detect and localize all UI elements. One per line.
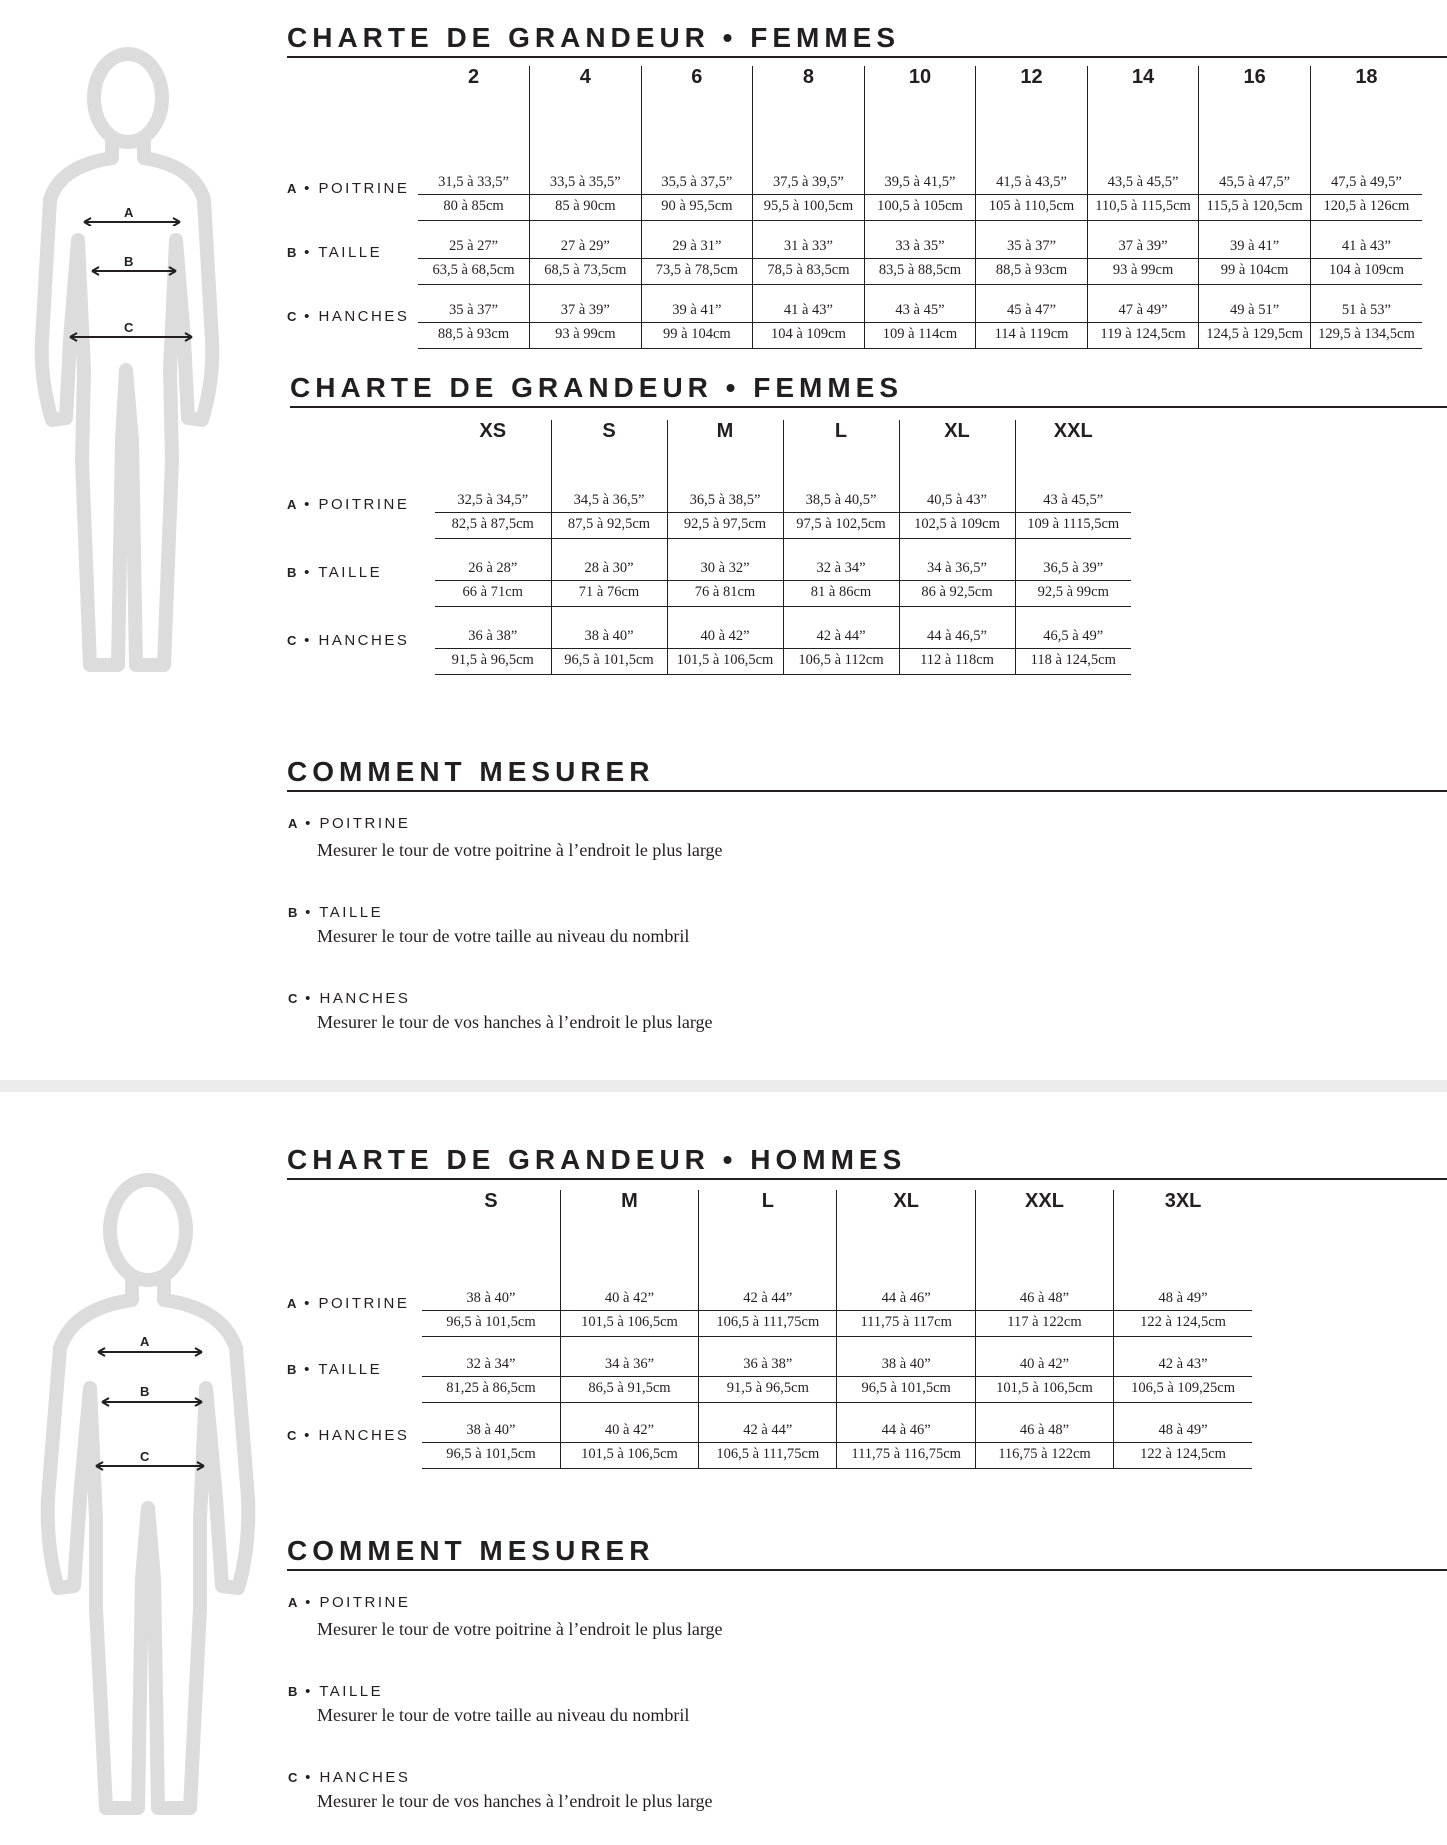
- women-numeric-title-rule: [287, 56, 1447, 58]
- measure-inches: 34,5 à 36,5”: [551, 470, 667, 512]
- size-header: 12: [976, 66, 1088, 156]
- men-body-figure: [30, 1168, 260, 1818]
- row-label-poitrine: [287, 156, 418, 220]
- measure-cm: 129,5 à 134,5cm: [1310, 322, 1422, 348]
- measure-cm: 99 à 104cm: [641, 322, 753, 348]
- how-women-label-b: B • TAILLE: [288, 904, 384, 921]
- how-men-text-c: Mesurer le tour de vos hanches à l’endroit le plus large: [317, 1791, 713, 1811]
- size-header: XL: [899, 420, 1015, 470]
- size-header: L: [783, 420, 899, 470]
- women-figure-arrow-b: [90, 264, 178, 278]
- how-women-text-c: Mesurer le tour de vos hanches à l’endroit le plus large: [317, 1012, 713, 1032]
- how-men-title: COMMENT MESURER: [287, 1535, 655, 1566]
- measure-cm: 124,5 à 129,5cm: [1199, 322, 1311, 348]
- measure-cm: 88,5 à 93cm: [418, 322, 530, 348]
- measure-cm: 122 à 124,5cm: [1114, 1310, 1252, 1336]
- measure-cm: 86 à 92,5cm: [899, 580, 1015, 606]
- measure-cm: 92,5 à 97,5cm: [667, 512, 783, 538]
- size-header: 8: [753, 66, 865, 156]
- measure-cm: 68,5 à 73,5cm: [530, 258, 642, 284]
- measure-cm: 92,5 à 99cm: [1015, 580, 1131, 606]
- measure-cm: 93 à 99cm: [530, 322, 642, 348]
- measure-inches: 45 à 47”: [976, 284, 1088, 322]
- measure-inches: 35 à 37”: [418, 284, 530, 322]
- header-spacer: [287, 1190, 422, 1270]
- measure-inches: 39 à 41”: [641, 284, 753, 322]
- men-figure-label-a: A: [140, 1334, 150, 1349]
- women-numeric-title: CHARTE DE GRANDEUR • FEMMES: [287, 22, 901, 53]
- measure-inches: 36 à 38”: [435, 606, 551, 648]
- women-figure-arrow-a: [82, 212, 182, 226]
- row-separator: •: [304, 1294, 312, 1312]
- measure-inches: 25 à 27”: [418, 220, 530, 258]
- measure-cm: 80 à 85cm: [418, 194, 530, 220]
- measure-inches: 49 à 51”: [1199, 284, 1311, 322]
- measure-inches: 38 à 40”: [551, 606, 667, 648]
- measure-cm: 109 à 114cm: [864, 322, 976, 348]
- size-header: XS: [479, 420, 507, 442]
- measure-cm: 111,75 à 117cm: [837, 1310, 975, 1336]
- row-label-taille: [287, 1336, 422, 1402]
- measure-inches: 38,5 à 40,5”: [783, 470, 899, 512]
- measure-cm: 105 à 110,5cm: [976, 194, 1088, 220]
- row-label-hanches: [287, 1402, 422, 1468]
- row-separator: •: [304, 1360, 312, 1378]
- measure-inches: 37,5 à 39,5”: [753, 156, 865, 194]
- measure-inches: 45,5 à 47,5”: [1199, 156, 1311, 194]
- measure-inches: 40,5 à 43”: [899, 470, 1015, 512]
- row-letter: A: [287, 496, 298, 512]
- how-women-text-a: Mesurer le tour de votre poitrine à l’endroit le plus large: [317, 840, 723, 860]
- row-label-poitrine: [287, 1270, 422, 1336]
- measure-cm: 104 à 109cm: [1310, 258, 1422, 284]
- size-header: XXL: [1015, 420, 1131, 470]
- measure-cm: 83,5 à 88,5cm: [864, 258, 976, 284]
- women-body-figure: [20, 40, 220, 680]
- measure-cm: 110,5 à 115,5cm: [1087, 194, 1199, 220]
- measure-inches: 43 à 45”: [864, 284, 976, 322]
- row-label-taille: [287, 220, 418, 284]
- measure-inches: 46 à 48”: [975, 1402, 1113, 1442]
- measure-cm: 63,5 à 68,5cm: [418, 258, 530, 284]
- row-letter: B: [287, 564, 298, 580]
- measure-inches: 41 à 43”: [1310, 220, 1422, 258]
- measure-inches: 38 à 40”: [422, 1402, 560, 1442]
- measure-inches: 51 à 53”: [1310, 284, 1422, 322]
- measure-cm: 114 à 119cm: [976, 322, 1088, 348]
- measure-inches: 47,5 à 49,5”: [1310, 156, 1422, 194]
- row-label-poitrine: [287, 470, 435, 538]
- measure-inches: 32,5 à 34,5”: [435, 470, 551, 512]
- measure-cm: 85 à 90cm: [530, 194, 642, 220]
- row-name: TAILLE: [318, 1360, 383, 1378]
- row-separator: •: [304, 307, 312, 325]
- header-spacer: [287, 66, 418, 156]
- women-letter-title: CHARTE DE GRANDEUR • FEMMES: [290, 372, 904, 403]
- women-numeric-size-table: [287, 66, 1422, 349]
- size-header: 14: [1087, 66, 1199, 156]
- measure-inches: 35 à 37”: [976, 220, 1088, 258]
- measure-inches: 44 à 46”: [837, 1270, 975, 1310]
- measure-cm: 91,5 à 96,5cm: [435, 648, 551, 674]
- size-header: XXL: [975, 1190, 1113, 1270]
- row-letter: C: [287, 308, 298, 324]
- size-header: M: [667, 420, 783, 470]
- measure-inches: 44 à 46”: [837, 1402, 975, 1442]
- how-men-label-b: B • TAILLE: [288, 1683, 384, 1700]
- row-name: POITRINE: [318, 1294, 410, 1312]
- row-letter: C: [287, 1427, 298, 1443]
- men-title-rule: [287, 1178, 1447, 1180]
- row-letter: A: [287, 1295, 298, 1311]
- measure-cm: 122 à 124,5cm: [1114, 1442, 1252, 1468]
- measure-inches: 42 à 44”: [699, 1402, 837, 1442]
- how-women-text-b: Mesurer le tour de votre taille au niveau du nombril: [317, 926, 690, 946]
- how-women-label-a: A • POITRINE: [288, 815, 411, 832]
- men-figure-arrow-a: [96, 1345, 204, 1359]
- measure-cm: 106,5 à 109,25cm: [1114, 1376, 1252, 1402]
- size-header: XL: [837, 1190, 975, 1270]
- measure-cm: 95,5 à 100,5cm: [753, 194, 865, 220]
- measure-cm: 88,5 à 93cm: [976, 258, 1088, 284]
- measure-cm: 115,5 à 120,5cm: [1199, 194, 1311, 220]
- measure-inches: 33 à 35”: [864, 220, 976, 258]
- measure-inches: 42 à 43”: [1114, 1336, 1252, 1376]
- measure-inches: 28 à 30”: [551, 538, 667, 580]
- measure-inches: 42 à 44”: [783, 606, 899, 648]
- measure-cm: 86,5 à 91,5cm: [560, 1376, 698, 1402]
- size-header: 3XL: [1114, 1190, 1252, 1270]
- measure-cm: 87,5 à 92,5cm: [551, 512, 667, 538]
- measure-inches: 44 à 46,5”: [899, 606, 1015, 648]
- measure-inches: 43,5 à 45,5”: [1087, 156, 1199, 194]
- women-figure-label-c: C: [124, 320, 134, 335]
- size-header: 16: [1199, 66, 1311, 156]
- measure-cm: 106,5 à 111,75cm: [699, 1310, 837, 1336]
- measure-cm: 117 à 122cm: [975, 1310, 1113, 1336]
- men-figure-arrow-c: [94, 1459, 206, 1473]
- women-figure-label-b: B: [124, 254, 134, 269]
- measure-inches: 33,5 à 35,5”: [530, 156, 642, 194]
- how-men-label-c: C • HANCHES: [288, 1769, 411, 1786]
- measure-inches: 37 à 39”: [530, 284, 642, 322]
- measure-inches: 41 à 43”: [753, 284, 865, 322]
- measure-inches: 40 à 42”: [975, 1336, 1113, 1376]
- row-separator: •: [304, 631, 312, 649]
- row-letter: C: [287, 632, 298, 648]
- measure-inches: 31,5 à 33,5”: [418, 156, 530, 194]
- measure-cm: 101,5 à 106,5cm: [975, 1376, 1113, 1402]
- measure-cm: 91,5 à 96,5cm: [699, 1376, 837, 1402]
- measure-cm: 100,5 à 105cm: [864, 194, 976, 220]
- measure-inches: 48 à 49”: [1114, 1402, 1252, 1442]
- row-separator: •: [304, 243, 312, 261]
- measure-inches: 29 à 31”: [641, 220, 753, 258]
- row-name: HANCHES: [318, 631, 410, 649]
- how-men-text-b: Mesurer le tour de votre taille au niveau du nombril: [317, 1705, 690, 1725]
- measure-cm: 73,5 à 78,5cm: [641, 258, 753, 284]
- measure-inches: 34 à 36,5”: [899, 538, 1015, 580]
- row-letter: A: [287, 180, 298, 196]
- size-header: 18: [1310, 66, 1422, 156]
- measure-cm: 118 à 124,5cm: [1015, 648, 1131, 674]
- row-name: TAILLE: [318, 243, 383, 261]
- row-label-hanches: [287, 284, 418, 348]
- measure-inches: 39,5 à 41,5”: [864, 156, 976, 194]
- measure-inches: 46 à 48”: [975, 1270, 1113, 1310]
- how-men-text-a: Mesurer le tour de votre poitrine à l’endroit le plus large: [317, 1619, 723, 1639]
- measure-cm: 71 à 76cm: [551, 580, 667, 606]
- measure-cm: 93 à 99cm: [1087, 258, 1199, 284]
- measure-inches: 40 à 42”: [667, 606, 783, 648]
- measure-inches: 35,5 à 37,5”: [641, 156, 753, 194]
- measure-inches: 47 à 49”: [1087, 284, 1199, 322]
- row-letter: B: [287, 1361, 298, 1377]
- measure-cm: 119 à 124,5cm: [1087, 322, 1199, 348]
- measure-inches: 36,5 à 38,5”: [667, 470, 783, 512]
- measure-inches: 27 à 29”: [530, 220, 642, 258]
- size-header: 10: [864, 66, 976, 156]
- measure-cm: 90 à 95,5cm: [641, 194, 753, 220]
- measure-inches: 46,5 à 49”: [1015, 606, 1131, 648]
- measure-cm: 76 à 81cm: [667, 580, 783, 606]
- measure-cm: 104 à 109cm: [753, 322, 865, 348]
- measure-cm: 96,5 à 101,5cm: [422, 1310, 560, 1336]
- header-spacer: [287, 420, 435, 470]
- measure-inches: 34 à 36”: [560, 1336, 698, 1376]
- row-separator: •: [304, 179, 312, 197]
- measure-inches: 32 à 34”: [783, 538, 899, 580]
- measure-inches: 43 à 45,5”: [1015, 470, 1131, 512]
- measure-cm: 101,5 à 106,5cm: [667, 648, 783, 674]
- size-header: L: [699, 1190, 837, 1270]
- row-name: POITRINE: [318, 495, 410, 513]
- size-header: M: [560, 1190, 698, 1270]
- women-letter-size-table: [287, 420, 1131, 675]
- measure-cm: 78,5 à 83,5cm: [753, 258, 865, 284]
- row-separator: •: [304, 1426, 312, 1444]
- men-title: CHARTE DE GRANDEUR • HOMMES: [287, 1144, 907, 1175]
- row-name: HANCHES: [318, 307, 410, 325]
- measure-inches: 37 à 39”: [1087, 220, 1199, 258]
- measure-inches: 36,5 à 39”: [1015, 538, 1131, 580]
- men-figure-label-b: B: [140, 1384, 150, 1399]
- men-figure-label-c: C: [140, 1449, 150, 1464]
- how-women-label-c: C • HANCHES: [288, 990, 411, 1007]
- measure-cm: 120,5 à 126cm: [1310, 194, 1422, 220]
- how-women-title-rule: [287, 790, 1447, 792]
- measure-cm: 81,25 à 86,5cm: [422, 1376, 560, 1402]
- measure-cm: 112 à 118cm: [899, 648, 1015, 674]
- measure-inches: 30 à 32”: [667, 538, 783, 580]
- women-letter-title-rule: [290, 406, 1447, 408]
- row-separator: •: [304, 563, 312, 581]
- men-figure-arrow-b: [100, 1395, 204, 1409]
- measure-cm: 106,5 à 112cm: [783, 648, 899, 674]
- size-header: 6: [641, 66, 753, 156]
- measure-cm: 106,5 à 111,75cm: [699, 1442, 837, 1468]
- measure-inches: 38 à 40”: [837, 1336, 975, 1376]
- measure-cm: 116,75 à 122cm: [975, 1442, 1113, 1468]
- section-divider: [0, 1080, 1447, 1092]
- how-men-label-a: A • POITRINE: [288, 1594, 411, 1611]
- measure-cm: 111,75 à 116,75cm: [837, 1442, 975, 1468]
- measure-inches: 26 à 28”: [435, 538, 551, 580]
- measure-cm: 101,5 à 106,5cm: [560, 1310, 698, 1336]
- measure-cm: 102,5 à 109cm: [899, 512, 1015, 538]
- measure-cm: 99 à 104cm: [1199, 258, 1311, 284]
- measure-cm: 66 à 71cm: [435, 580, 551, 606]
- row-label-hanches: [287, 606, 435, 674]
- size-header: 4: [530, 66, 642, 156]
- measure-cm: 81 à 86cm: [783, 580, 899, 606]
- row-letter: B: [287, 244, 298, 260]
- measure-inches: 39 à 41”: [1199, 220, 1311, 258]
- measure-inches: 32 à 34”: [422, 1336, 560, 1376]
- how-women-title: COMMENT MESURER: [287, 756, 655, 787]
- row-name: TAILLE: [318, 563, 383, 581]
- measure-inches: 36 à 38”: [699, 1336, 837, 1376]
- measure-cm: 96,5 à 101,5cm: [837, 1376, 975, 1402]
- measure-inches: 48 à 49”: [1114, 1270, 1252, 1310]
- measure-cm: 109 à 1115,5cm: [1015, 512, 1131, 538]
- measure-inches: 31 à 33”: [753, 220, 865, 258]
- measure-inches: 40 à 42”: [560, 1402, 698, 1442]
- measure-cm: 101,5 à 106,5cm: [560, 1442, 698, 1468]
- measure-cm: 96,5 à 101,5cm: [422, 1442, 560, 1468]
- size-header: S: [551, 420, 667, 470]
- size-header: 2: [467, 66, 480, 88]
- measure-cm: 82,5 à 87,5cm: [435, 512, 551, 538]
- women-figure-label-a: A: [124, 205, 134, 220]
- row-label-taille: [287, 538, 435, 606]
- row-name: HANCHES: [318, 1426, 410, 1444]
- size-header: S: [484, 1190, 498, 1212]
- row-separator: •: [304, 495, 312, 513]
- measure-cm: 97,5 à 102,5cm: [783, 512, 899, 538]
- measure-inches: 40 à 42”: [560, 1270, 698, 1310]
- how-men-title-rule: [287, 1569, 1447, 1571]
- measure-inches: 38 à 40”: [422, 1270, 560, 1310]
- measure-inches: 41,5 à 43,5”: [976, 156, 1088, 194]
- men-size-table: [287, 1190, 1252, 1469]
- women-figure-arrow-c: [68, 330, 194, 344]
- measure-cm: 96,5 à 101,5cm: [551, 648, 667, 674]
- measure-inches: 42 à 44”: [699, 1270, 837, 1310]
- row-name: POITRINE: [318, 179, 410, 197]
